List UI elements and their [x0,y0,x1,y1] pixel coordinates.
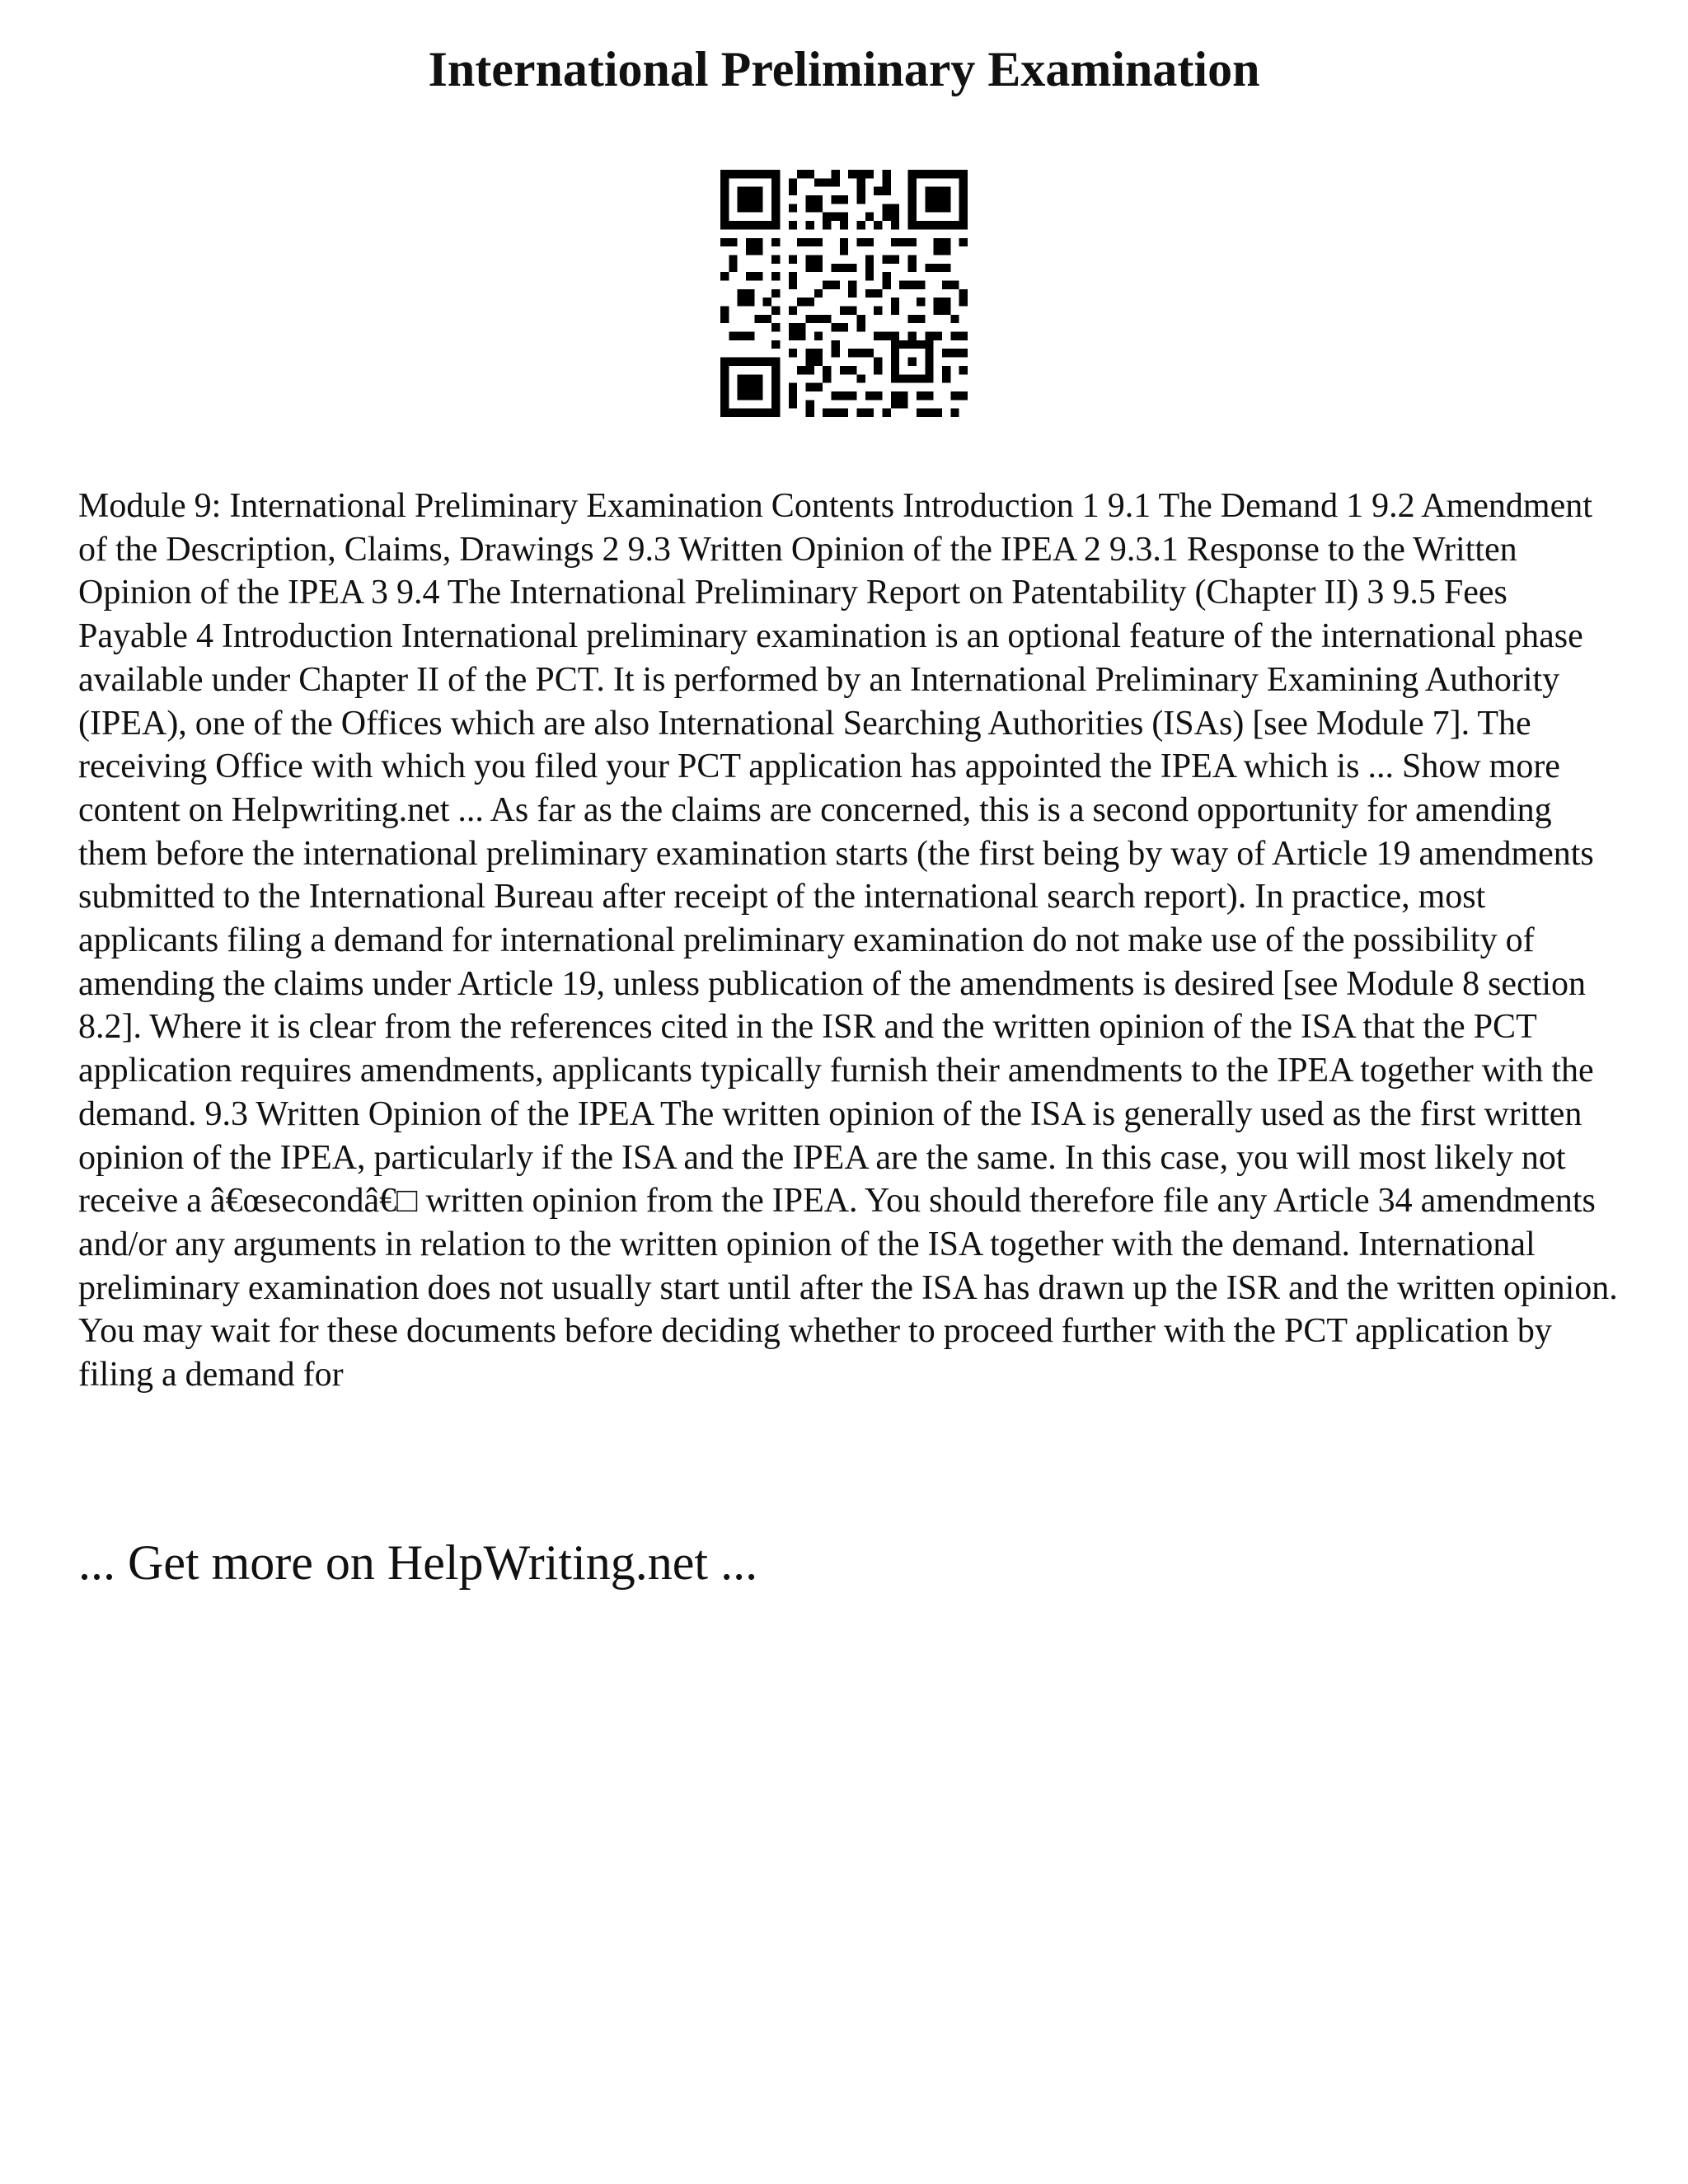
qr-code-icon [720,170,968,417]
get-more-link[interactable]: ... Get more on HelpWriting.net ... [78,1535,758,1590]
page-title: International Preliminary Examination [428,42,1260,96]
document-body-text: Module 9: International Preliminary Examination Contents Introduction 1 9.1 The Demand 1 9.2 Amendment of the Description, Claims, Drawings 2 9.3 Written Opinion of the IPEA 2 9.3.1 Response to the Written Opinion of the IPEA 3 9.4 The International Preliminary Report on Patentability (Chapter II) 3 9.5 Fees Payable 4 Introduction International preliminary examination is an optional feature of the international phase available under Chapter II of the PCT. It is performed by an International Preliminary Examining Authority (IPEA), one of the Offices which are also International Searching Authorities (ISAs) [see Module 7]. The receiving Office with which you filed your PCT application has appointed the IPEA which is ... Show more content on Helpwriting.net ... As far as the claims are concerned, this is a second opportunity for amending them before the international preliminary examination starts (the first being by way of Article 19 amendments submitted to the International Bureau after receipt of the international search report). In practice, most applicants filing a demand for international preliminary examination do not make use of the possibility of amending the claims under Article 19, unless publication of the amendments is desired [see Module 8 section 8.2]. Where it is clear from the references cited in the ISR and the written opinion of the ISA that the PCT application requires amendments, applicants typically furnish their amendments to the IPEA together with the demand. 9.3 Written Opinion of the IPEA The written opinion of the ISA is generally used as the first written opinion of the IPEA, particularly if the ISA and the IPEA are the same. In this case, you will most likely not receive a â€œsecondâ€□ written opinion from the IPEA. You should therefore file any Article 34 amendments and/or any arguments in relation to the written opinion of the ISA together with the demand. International preliminary examination does not usually start until after the ISA has drawn up the ISR and the written opinion. You may wait for these documents before deciding whether to proceed further with the PCT application by filing a demand for [78,487,1618,1394]
